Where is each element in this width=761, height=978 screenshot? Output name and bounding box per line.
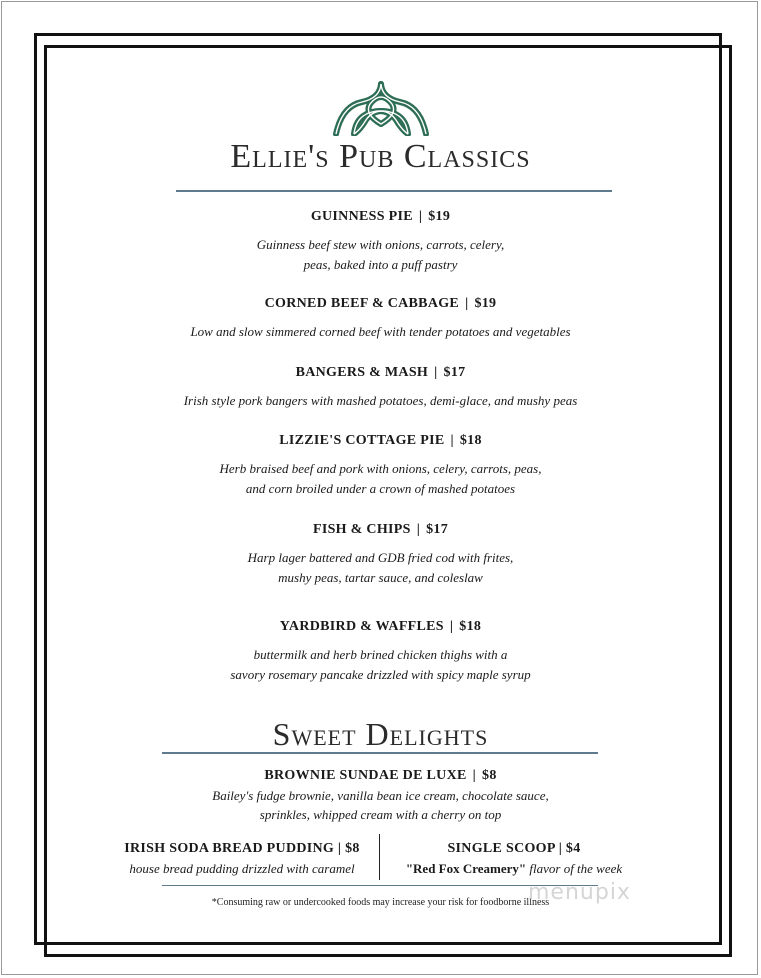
item-name: FISH & CHIPS (312, 522, 411, 537)
menu-item-corned-beef: CORNED BEEF & CABBAGE | $19 Low and slow simmered corned beef with tender potatoes and vegetables (190, 296, 571, 339)
item-name: SINGLE SCOOP (447, 841, 555, 856)
item-description: Guinness beef stew with onions, carrots, celery, (256, 237, 505, 252)
menu-item-fish-chips: FISH & CHIPS | $17 Harp lager battered and GDB fried cod with frites, mushy peas, tartar sauce, and coleslaw (247, 522, 514, 585)
menu-item-bangers-mash: BANGERS & MASH | $17 Irish style pork bangers with mashed potatoes, demi-glace, and mushy peas (183, 365, 578, 408)
item-price: $19 (428, 209, 451, 224)
item-description: Harp lager battered and GDB fried cod with frites, (247, 550, 514, 565)
item-price: $17 (426, 522, 449, 537)
allergen-footnote: *Consuming raw or undercooked foods may increase your risk for foodborne illness (211, 897, 550, 908)
item-name: IRISH SODA BREAD PUDDING (124, 841, 335, 856)
column-divider (379, 834, 380, 880)
item-description: Bailey's fudge brownie, vanilla bean ice cream, chocolate sauce, (212, 788, 549, 803)
menu-item-guinness-pie: GUINNESS PIE | $19 Guinness beef stew with onions, carrots, celery, peas, baked into a puff pastry (256, 209, 505, 272)
sweets-divider (162, 752, 598, 754)
item-description: house bread pudding drizzled with caramel (129, 861, 355, 876)
item-name: BROWNIE SUNDAE DE LUXE (264, 768, 467, 783)
watermark: menupix (528, 880, 631, 905)
menu-item-yardbird-waffles: YARDBIRD & WAFFLES | $18 buttermilk and herb brined chicken thighs with a savory rosemary pancake drizzled with spicy maple syrup (230, 619, 531, 682)
page-title: Ellie's Pub Classics (230, 138, 531, 175)
item-price: $18 (459, 433, 482, 448)
celtic-knot-icon (332, 80, 430, 136)
item-price: $4 (565, 841, 581, 856)
item-description: Irish style pork bangers with mashed potatoes, demi-glace, and mushy peas (183, 393, 578, 408)
menu-item-bread-pudding: IRISH SODA BREAD PUDDING | $8 house bread pudding drizzled with caramel (124, 841, 360, 876)
item-description: Herb braised beef and pork with onions, celery, carrots, peas, (219, 461, 542, 476)
item-description: sprinkles, whipped cream with a cherry on top (259, 807, 502, 822)
item-description: peas, baked into a puff pastry (303, 257, 458, 272)
section-title-sweets: Sweet Delights (272, 716, 489, 752)
item-price: $17 (443, 365, 466, 380)
item-name: GUINNESS PIE (310, 209, 413, 224)
item-price: $19 (474, 296, 497, 311)
menu-item-brownie-sundae: BROWNIE SUNDAE DE LUXE | $8 Bailey's fudge brownie, vanilla bean ice cream, chocolate sauce, sprinkles, whipped cream with a cherry on top (212, 768, 549, 822)
menu-item-cottage-pie: LIZZIE'S COTTAGE PIE | $18 Herb braised beef and pork with onions, celery, carrots, peas, and corn broiled under a crown of mashed potatoes (219, 433, 542, 496)
item-description-brand: "Red Fox Creamery" (405, 861, 527, 876)
item-name: CORNED BEEF & CABBAGE (264, 296, 460, 311)
menu-item-single-scoop: SINGLE SCOOP | $4 "Red Fox Creamery" flavor of the week (405, 841, 623, 876)
item-description: savory rosemary pancake drizzled with spicy maple syrup (230, 667, 531, 682)
item-description: buttermilk and herb brined chicken thighs with a (253, 647, 508, 662)
item-price: $8 (345, 841, 360, 856)
item-description: Low and slow simmered corned beef with tender potatoes and vegetables (190, 324, 571, 339)
item-description: and corn broiled under a crown of mashed potatoes (245, 481, 516, 496)
item-description: mushy peas, tartar sauce, and coleslaw (278, 570, 483, 585)
item-description: flavor of the week (529, 861, 623, 876)
item-price: $8 (482, 768, 497, 783)
item-price: $18 (459, 619, 482, 634)
item-name: LIZZIE'S COTTAGE PIE (279, 433, 445, 448)
item-name: YARDBIRD & WAFFLES (279, 619, 444, 634)
title-divider (176, 190, 612, 192)
item-name: BANGERS & MASH (295, 365, 429, 380)
